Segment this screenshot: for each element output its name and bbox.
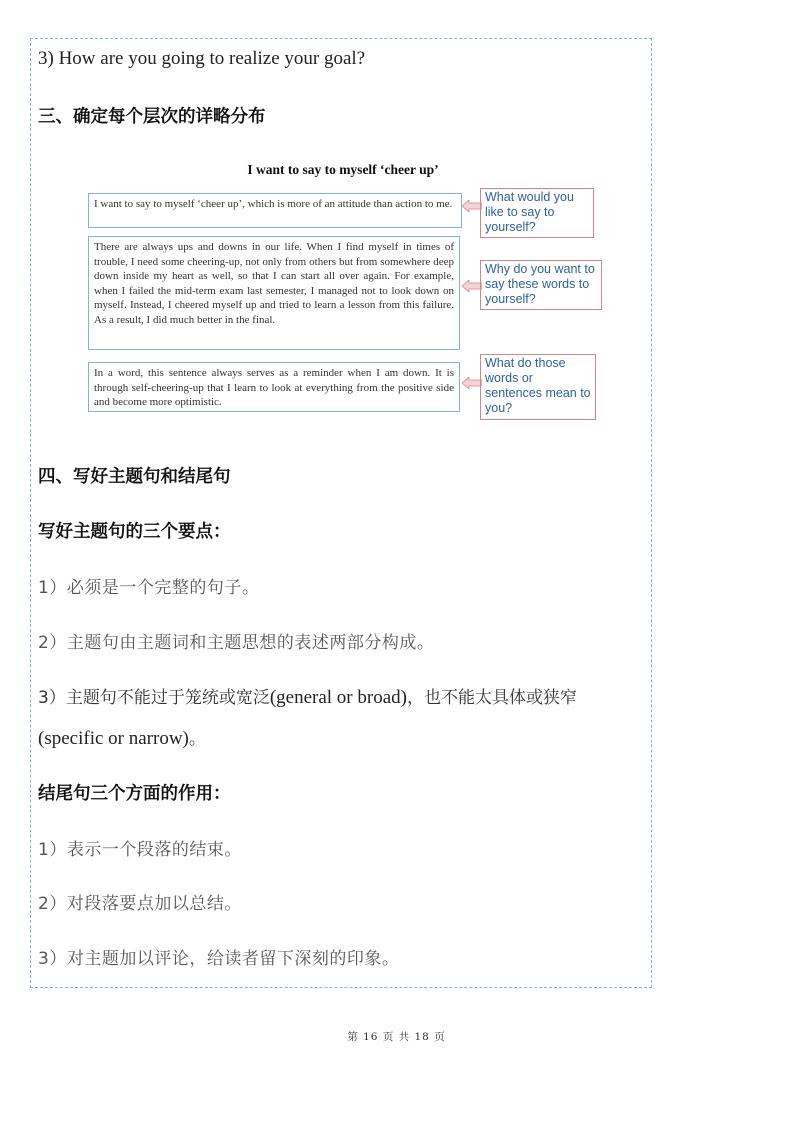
- topic-item-3-english-a: (general or broad): [269, 687, 407, 708]
- intro-question-line: 3) How are you going to realize your goal?: [38, 48, 366, 69]
- concluding-sentence-heading: 结尾句三个方面的作用：: [38, 784, 231, 804]
- figure-question-2: Why do you want to say these words to yourself?: [480, 260, 602, 310]
- concluding-item-3: 3）对主题加以评论，给读者留下深刻的印象。: [38, 949, 400, 969]
- figure-question-1: What would you like to say to yourself?: [480, 188, 594, 238]
- topic-item-3-text-a: 3）主题句不能过于笼统或宽泛: [38, 688, 270, 708]
- section3-heading: 三、确定每个层次的详略分布: [38, 107, 266, 127]
- topic-item-3-english-b: (specific or narrow): [38, 728, 189, 749]
- topic-item-2: 2）主题句由主题词和主题思想的表述两部分构成。: [38, 633, 435, 653]
- topic-item-1: 1）必须是一个完整的句子。: [38, 578, 260, 598]
- arrow-left-icon: [462, 280, 482, 292]
- topic-item-3-continued: [38, 724, 206, 750]
- section4-heading: 四、写好主题句和结尾句: [38, 467, 231, 487]
- arrow-left-icon: [462, 200, 482, 212]
- page-footer: 第 16 页 共 18 页: [347, 1031, 446, 1043]
- concluding-item-1: 1）表示一个段落的结束。: [38, 840, 242, 860]
- arrow-left-icon: [462, 377, 482, 389]
- figure-question-3: What do those words or sentences mean to you?: [480, 354, 596, 420]
- topic-item-3-text-b: ，也不能太具体或狭窄: [406, 688, 577, 708]
- topic-item-3-text-c: 。: [188, 729, 206, 749]
- topic-sentence-heading: 写好主题句的三个要点：: [38, 522, 231, 542]
- topic-item-3: [38, 683, 577, 709]
- concluding-item-2: 2）对段落要点加以总结。: [38, 894, 242, 914]
- figure-paragraph-3: In a word, this sentence always serves as a reminder when I am down. It is through self-cheering-up that I learn to look at everything from the positive side and become more optimistic.: [88, 362, 460, 412]
- figure-paragraph-1: I want to say to myself ‘cheer up’, which is more of an attitude than action to me.: [88, 193, 462, 228]
- figure-title: I want to say to myself ‘cheer up’: [247, 162, 439, 177]
- figure-paragraph-2: There are always ups and downs in our life. When I find myself in times of trouble, I need some cheering-up, not only from others but from somewhere deep down inside my heart as well, so that I can start all over again. For example, when I failed the mid-term exam last semester, I managed not to look down on myself. Instead, I cheered myself up and tried to learn a lesson from this failure. As a result, I did much better in the final.: [88, 236, 460, 350]
